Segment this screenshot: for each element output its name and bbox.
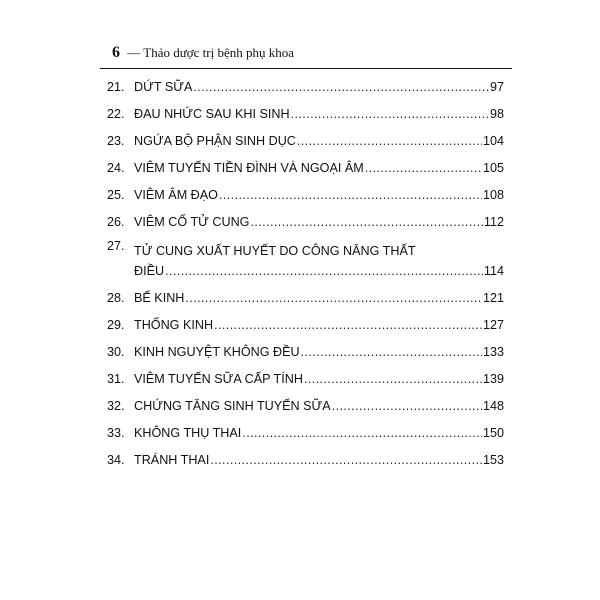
toc-entry-title: CHỨNG TĂNG SINH TUYẾN SỮA <box>134 399 331 413</box>
dot-leader <box>165 262 483 280</box>
toc-entry-page: 127 <box>482 318 504 332</box>
dot-leader <box>185 289 482 307</box>
toc-entry-title: THỐNG KINH <box>134 318 214 332</box>
toc-entry-26[interactable] <box>107 206 504 233</box>
toc-entry-number: 28. <box>107 291 125 305</box>
dot-leader <box>301 343 482 361</box>
dot-leader <box>297 132 482 150</box>
toc-entry-number: 24. <box>107 161 125 175</box>
toc-entry-title: BẾ KINH <box>134 291 185 305</box>
toc-entry-number: 26. <box>107 215 125 229</box>
toc-entry-title: VIÊM ÂM ĐẠO <box>134 188 218 202</box>
dot-leader <box>291 105 489 123</box>
toc-entry-number: 21. <box>107 80 125 94</box>
toc-entry-30[interactable] <box>107 336 504 363</box>
toc-entry-29[interactable] <box>107 309 504 336</box>
dot-leader <box>193 78 489 96</box>
toc-entry-page: 112 <box>483 215 504 229</box>
toc-entry-34[interactable] <box>107 444 504 471</box>
toc-entry-page: 150 <box>482 426 504 440</box>
toc-entry-21[interactable] <box>107 71 504 98</box>
toc-entry-title: ĐAU NHỨC SAU KHI SINH <box>134 107 290 121</box>
toc-entry-title: VIÊM TUYẾN SỮA CẤP TÍNH <box>134 372 303 386</box>
toc-entry-page: 114 <box>483 264 504 278</box>
toc-entry-page: 139 <box>482 372 504 386</box>
toc-entry-number: 23. <box>107 134 125 148</box>
toc-entry-page: 153 <box>482 453 504 467</box>
toc-entry-page: 105 <box>482 161 504 175</box>
toc-entry-number: 32. <box>107 399 125 413</box>
toc-entry-title: VIÊM TUYẾN TIỀN ĐÌNH VÀ NGOẠI ÂM <box>134 161 364 175</box>
toc-entry-title: VIÊM CỔ TỬ CUNG <box>134 215 250 229</box>
toc-entry-page: 133 <box>482 345 504 359</box>
toc-entry-28[interactable] <box>107 282 504 309</box>
toc-entry-title: NGỨA BỘ PHẬN SINH DỤC <box>134 134 296 148</box>
toc-entry-page: 97 <box>489 80 504 94</box>
toc-entry-25[interactable] <box>107 179 504 206</box>
toc-entry-title: DỨT SỮA <box>134 80 193 94</box>
dot-leader <box>242 424 482 442</box>
toc-entry-23[interactable] <box>107 125 504 152</box>
running-header <box>112 44 294 62</box>
toc-entry-title-line1: TỬ CUNG XUẤT HUYẾT DO CÔNG NĂNG THẤT <box>134 244 416 258</box>
toc-entry-22[interactable] <box>107 98 504 125</box>
toc-entry-page: 148 <box>482 399 504 413</box>
toc-entry-number: 25. <box>107 188 125 202</box>
toc-entry-number: 34. <box>107 453 125 467</box>
toc-entry-number: 33. <box>107 426 125 440</box>
toc-entry-page: 108 <box>482 188 504 202</box>
toc-entry-title: KINH NGUYỆT KHÔNG ĐỀU <box>134 345 300 359</box>
dot-leader <box>332 397 482 415</box>
dot-leader <box>219 186 482 204</box>
dot-leader <box>365 159 482 177</box>
toc-entry-title: TRÁNH THAI <box>134 453 210 467</box>
toc-entry-32[interactable] <box>107 390 504 417</box>
toc-entry-27[interactable] <box>107 233 504 282</box>
toc-entry-24[interactable] <box>107 152 504 179</box>
dot-leader <box>250 213 482 231</box>
toc-entry-number: 22. <box>107 107 125 121</box>
page-number: 6 <box>112 44 120 61</box>
toc-entry-31[interactable] <box>107 363 504 390</box>
dot-leader <box>210 451 482 469</box>
toc-entry-number: 29. <box>107 318 125 332</box>
toc-entry-page: 104 <box>482 134 504 148</box>
dot-leader <box>304 370 482 388</box>
toc-entry-number: 31. <box>107 372 125 386</box>
toc-entry-title: KHÔNG THỤ THAI <box>134 426 242 440</box>
toc-entry-page: 98 <box>489 107 504 121</box>
toc-entry-33[interactable] <box>107 417 504 444</box>
toc-entry-title: ĐIỀU <box>134 264 165 278</box>
toc-entry-number: 27. <box>107 239 125 253</box>
toc-entry-page: 121 <box>482 291 504 305</box>
dot-leader <box>214 316 482 334</box>
table-of-contents <box>107 71 504 471</box>
header-rule <box>100 68 512 69</box>
toc-entry-number: 30. <box>107 345 125 359</box>
book-title: — Thảo dược trị bệnh phụ khoa <box>127 45 295 60</box>
